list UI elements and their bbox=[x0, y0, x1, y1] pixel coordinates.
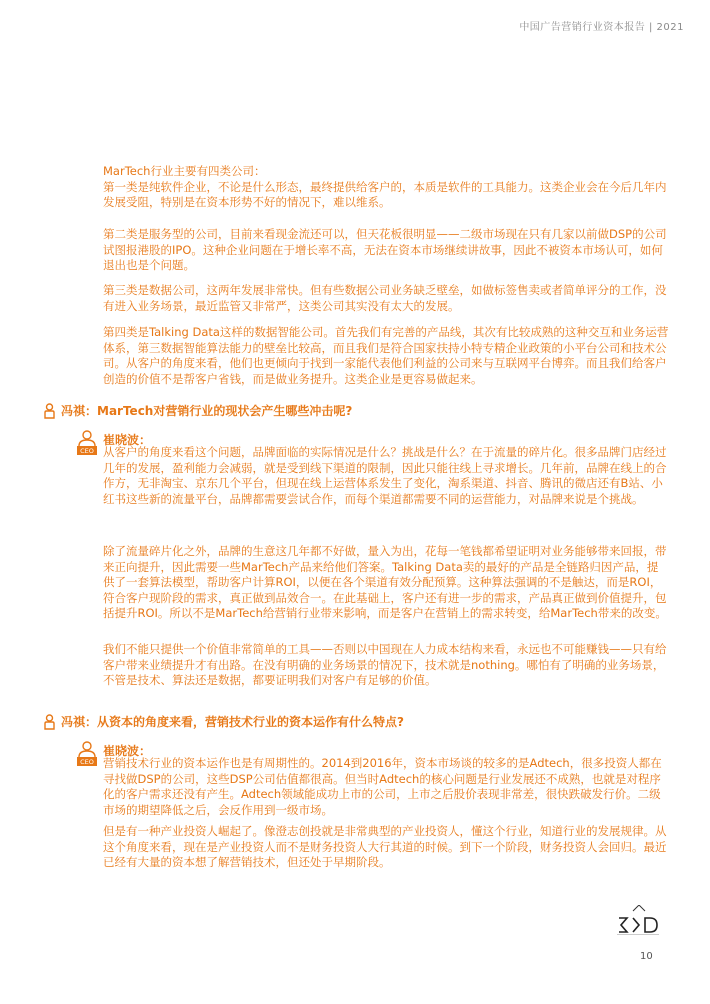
speaker-name-2: 崔晓波： bbox=[103, 744, 152, 758]
question-1 bbox=[44, 402, 352, 419]
person-icon bbox=[44, 714, 55, 730]
report-header: 中国广告营销行业资本报告 | 2021 bbox=[519, 22, 684, 33]
question-2-text: 冯祺：从资本的角度来看，营销技术行业的资本运作有什么特点? bbox=[61, 715, 404, 729]
answer-1-paragraph-1: 从客户的角度来看这个问题，品牌面临的实际情况是什么？挑战是什么？在于流量的碎片化。很多品牌门店经过几年的发展，盈利能力会减弱，就是受到线下渠道的限制，因此只能往线上寻求增长。几年前，品牌在线上的合作方，无非淘宝、京东几个平台，但现在线上运营体系发生了变化，淘系渠道、抖音、腾讯的微店还有B站、小红书这些新的流量平台，品牌都需要尝试合作，而每个渠道都需要不同的运营能力，对品牌来说是个挑战。 bbox=[103, 445, 667, 506]
answer-1-paragraph-2: 除了流量碎片化之外，品牌的生意这几年都不好做，量入为出，花每一笔钱都希望证明对业务能够带来回报，带来正向提升，因此需要一些MarTech产品来给他们答案。Talking Data卖的最好的产品是全链路归因产品，提供了一套算法模型，帮助客户计算ROI，以便在各个渠道有效分配预算。这种算法强调的不是触达，而是ROI，符合客户现阶段的需求，真正做到品效合一。在此基础上，客户还有进一步的需求，产品真正做到价值提升，包括提升ROI。所以不是MarTech给营销行业带来影响，而是客户在营销上的需求转变，给MarTech带来的改变。 bbox=[103, 544, 667, 620]
question-2 bbox=[44, 713, 404, 730]
speaker-icon bbox=[76, 741, 98, 767]
speaker-name-1: 崔晓波： bbox=[103, 433, 152, 447]
edd-logo bbox=[617, 905, 673, 935]
speaker-icon bbox=[76, 430, 98, 456]
ceo-badge-text: CEO bbox=[80, 758, 94, 766]
answer-2-paragraph-2: 但是有一种产业投资人崛起了。像澄志创投就是非常典型的产业投资人，懂这个行业，知道行业的发展规律。从这个角度来看，现在是产业投资人而不是财务投资人大行其道的时候。到下一个阶段，财务投资人会回归。最近已经有大量的资本想了解营销技术，但还处于早期阶段。 bbox=[103, 824, 667, 869]
page-number: 10 bbox=[640, 951, 653, 962]
person-icon bbox=[44, 403, 55, 419]
answer-1-paragraph-3: 我们不能只提供一个价值非常简单的工具——否则以中国现在人力成本结构来看，永远也不可能赚钱——只有给客户带来业绩提升才有出路。在没有明确的业务场景的情况下，技术就是nothing。哪怕有了明确的业务场景，不管是技术、算法还是数据，都要证明我们对客户有足够的价值。 bbox=[103, 642, 667, 687]
question-1-text: 冯祺：MarTech对营销行业的现状会产生哪些冲击呢? bbox=[61, 404, 353, 418]
paragraph-type-two: 第二类是服务型的公司，目前来看现金流还可以，但天花板很明显——二级市场现在只有几家以前做DSP的公司试图报港股的IPO。这种企业问题在于增长率不高，无法在资本市场继续讲故事，因此不被资本市场认可，如何退出也是个问题。 bbox=[103, 227, 667, 272]
paragraph-type-four: 第四类是Talking Data这样的数据智能公司。首先我们有完善的产品线，其次有比较成熟的这种交互和业务运营体系，第三数据智能算法能力的壁垒比较高，而且我们是符合国家扶持小特专精企业政策的小平台公司和技术公司。从客户的角度来看，他们也更倾向于找到一家能代表他们利益的公司来与互联网平台博弈。而且我们给客户创造的价值不是帮客户省钱，而是做业务提升。这类企业是更容易做起来。 bbox=[103, 325, 669, 386]
paragraph-type-three: 第三类是数据公司，这两年发展非常快。但有些数据公司业务缺乏壁垒，如做标签售卖或者简单评分的工作，没有进入业务场景，最近监管又非常严，这类公司其实没有太大的发展。 bbox=[103, 283, 667, 313]
paragraph-intro: MarTech行业主要有四类公司： 第一类是纯软件企业，不论是什么形态，最终提供给客户的，本质是软件的工具能力。这类企业会在今后几年内发展受阻，特别是在资本形势不好的情况下，难以维系。 bbox=[103, 164, 667, 209]
answer-2-paragraph-1: 营销技术行业的资本运作也是有周期性的。2014到2016年，资本市场谈的较多的是Adtech，很多投资人都在寻找做DSP的公司，这些DSP公司估值都很高。但当时Adtech的核心问题是行业发展还不成熟，也就是对程序化的客户需求还没有产生。Adtech领域能成功上市的公司，上市之后股价表现非常差，很快跌破发行价。二级市场的期望降低之后，会反作用到一级市场。 bbox=[103, 756, 662, 817]
ceo-badge-text: CEO bbox=[80, 447, 94, 455]
